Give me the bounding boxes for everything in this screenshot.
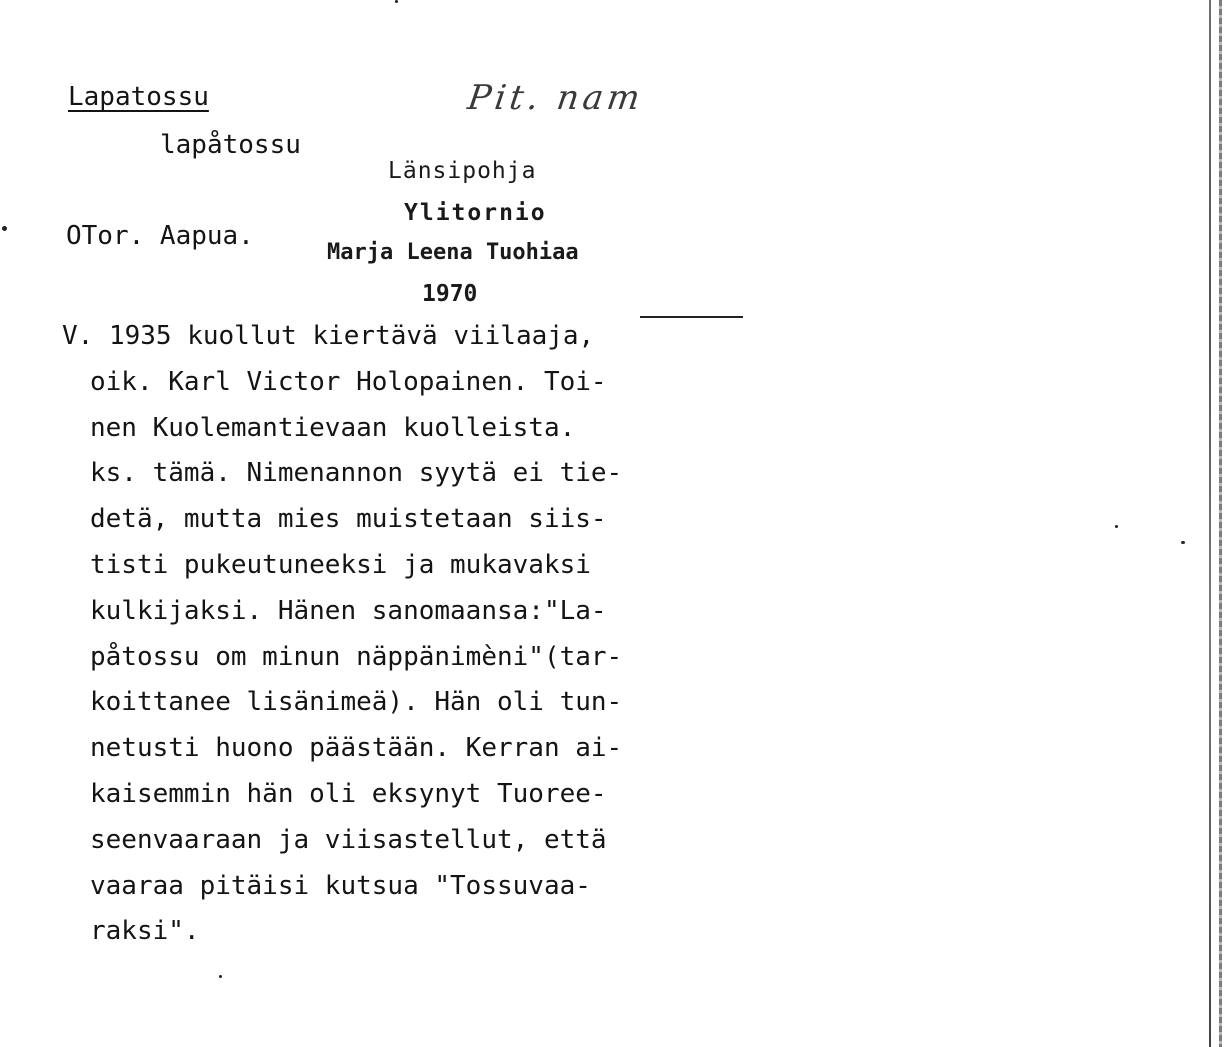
year-stamp: 1970 [422, 281, 478, 307]
body-line: oik. Karl Victor Holopainen. Toi- [90, 366, 607, 397]
headword: Lapatossu [68, 82, 209, 112]
body-line: påtossu om minun näppänimèni"(tar- [90, 641, 623, 672]
scan-edge-line [1209, 0, 1211, 1047]
collector-stamp: Marja Leena Tuohiaa [327, 240, 579, 265]
body-line: ks. tämä. Nimenannon syytä ei tie- [90, 458, 623, 489]
body-line: raksi". [90, 916, 200, 947]
scan-speck [1115, 525, 1118, 528]
handwritten-note: Pit. nam [465, 78, 647, 118]
body-line: nen Kuolemantievaan kuolleista. [90, 412, 576, 443]
body-line: netusti huono päästään. Kerran ai- [90, 733, 623, 764]
scan-speck [395, 0, 398, 3]
source-abbreviation: OTor. Aapua. [66, 221, 254, 251]
parish-stamp: Ylitornio [404, 200, 547, 226]
body-line: kaisemmin hän oli eksynyt Tuoree- [90, 778, 607, 809]
card-body [62, 314, 622, 955]
body-line: seenvaaraan ja viisastellut, että [90, 824, 607, 855]
scan-speck [1181, 541, 1185, 544]
scan-speck [2, 226, 7, 231]
headword-variant: lapåtossu [160, 130, 301, 160]
body-line: tisti pukeutuneeksi ja mukavaksi [90, 549, 591, 580]
body-line: V. 1935 kuollut kiertävä viilaaja, [62, 321, 595, 351]
region-stamp: Länsipohja [388, 158, 537, 184]
body-line: detä, mutta mies muistetaan siis- [90, 504, 607, 535]
body-line: vaaraa pitäisi kutsua "Tossuvaa- [90, 870, 591, 901]
scan-edge-border [1219, 0, 1222, 1047]
body-line: kulkijaksi. Hänen sanomaansa:"La- [90, 595, 607, 626]
divider-line [640, 316, 743, 318]
body-line: koittanee lisänimeä). Hän oli tun- [90, 687, 623, 718]
scan-speck [219, 975, 222, 978]
